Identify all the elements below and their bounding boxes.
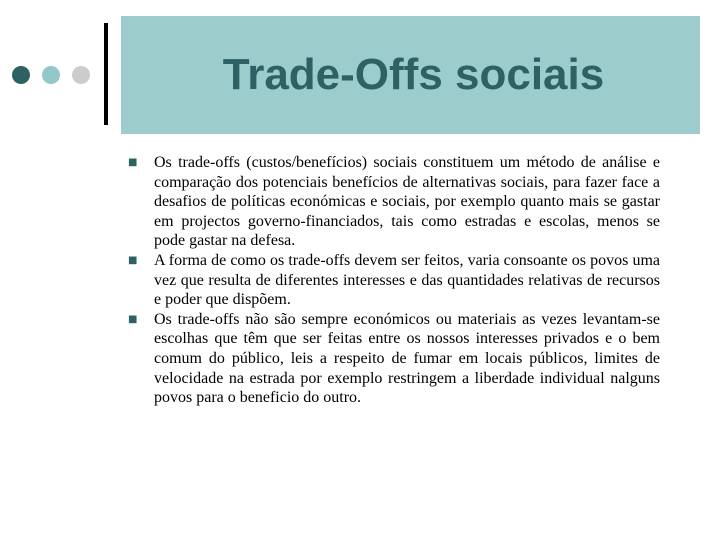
square-bullet-icon: ■ — [128, 157, 138, 168]
light-teal-dot-icon — [42, 66, 60, 84]
dark-teal-dot-icon — [12, 66, 30, 84]
slide-title: Trade-Offs sociais — [222, 50, 605, 99]
bullet-text: A forma de como os trade-offs devem ser feitos, varia consoante os povos uma vez que resulta de diferentes interesses e das quantidades relativas de recursos e poder que dispõem. — [154, 251, 660, 309]
bullet-item — [125, 310, 660, 408]
vertical-divider — [104, 23, 108, 125]
bullet-text: Os trade-offs (custos/benefícios) sociais constituem um método de análise e comparação dos potenciais benefícios de alternativas sociais, para fazer face a desafios de políticas económicas e sociais, por exemplo quanto mais se gastar em projectos governo-financiados, tais como estradas e escolas, menos se pode gastar na defesa. — [154, 154, 660, 250]
gray-dot-icon — [72, 66, 90, 84]
bullet-item — [125, 153, 660, 251]
title-band — [121, 16, 700, 134]
square-bullet-icon: ■ — [128, 254, 138, 266]
bullet-item — [125, 251, 660, 310]
bullet-text: Os trade-offs não são sempre económicos ou materiais as vezes levantam-se escolhas que têm que ser feitas entre os nossos interesses privados e o bem comum do público, leis a respeito de fumar em locais públicos, limites de velocidade na estrada por exemplo restringem a liberdade individual nalguns povos para o beneficio do outro. — [154, 310, 660, 407]
decorative-dots — [12, 66, 96, 84]
square-bullet-icon: ■ — [128, 313, 138, 325]
bullet-list — [125, 153, 660, 408]
